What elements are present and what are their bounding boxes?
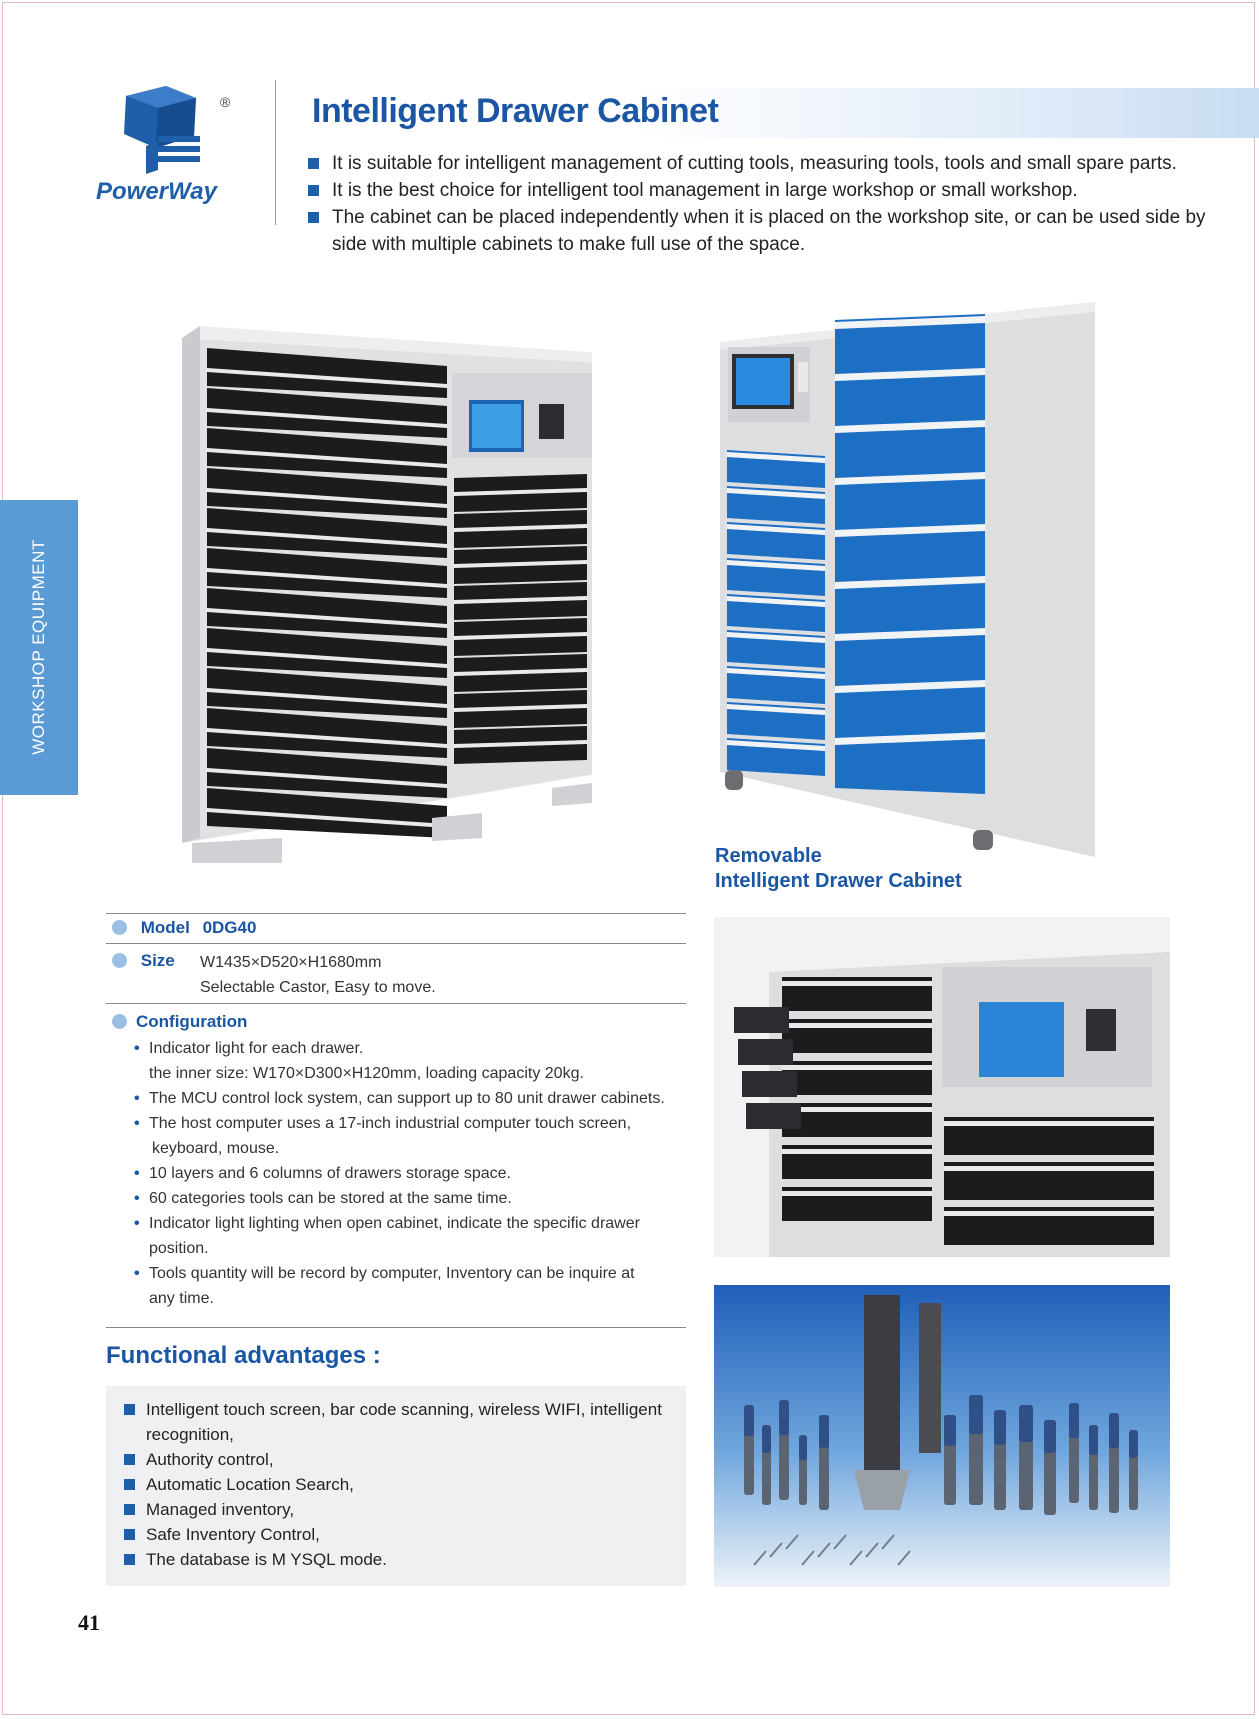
- drawer-handle: [782, 1149, 932, 1154]
- tool-shank: [919, 1303, 941, 1453]
- config-item: • Tools quantity will be record by computer, Inventory can be inquire at: [134, 1261, 694, 1286]
- drawer-open: [734, 1007, 789, 1033]
- spec-divider: [106, 1327, 686, 1328]
- tool-flute: [1129, 1430, 1138, 1458]
- drawer-open: [742, 1071, 797, 1097]
- config-item: • Indicator light lighting when open cabinet, indicate the specific drawer: [134, 1211, 694, 1236]
- drawer-handle: [944, 1166, 1154, 1171]
- config-item: • The host computer uses a 17-inch industrial computer touch screen,: [134, 1111, 694, 1136]
- tool-flute: [1069, 1403, 1079, 1438]
- bullet-dot-icon: [112, 920, 127, 935]
- drawer-open: [746, 1103, 801, 1129]
- tool-flute: [799, 1435, 807, 1460]
- tool-flute: [779, 1400, 789, 1435]
- configuration-label: Configuration: [136, 1012, 248, 1031]
- spec-divider: [106, 943, 686, 944]
- brand-name: PowerWay: [96, 178, 217, 205]
- size-line: Selectable Castor, Easy to move.: [200, 979, 436, 996]
- size-label: Size: [140, 951, 175, 970]
- registered-mark: ®: [220, 94, 231, 110]
- spec-divider: [106, 1003, 686, 1004]
- functional-title: Functional advantages :: [106, 1342, 381, 1369]
- drawer-handle: [782, 1107, 932, 1112]
- config-item: any time.: [149, 1290, 214, 1307]
- section-side-tab: [0, 500, 78, 795]
- page-number: 41: [78, 1610, 100, 1635]
- functional-item: The database is M YSQL mode.: [124, 1547, 684, 1572]
- config-item: the inner size: W170×D300×H120mm, loading capacity 20kg.: [149, 1065, 584, 1082]
- tool-flute: [994, 1410, 1006, 1445]
- cabinet-open-photo: [714, 917, 1170, 1257]
- tool-flute: [762, 1425, 771, 1453]
- drawer-handle: [944, 1211, 1154, 1216]
- tool-shank: [864, 1295, 900, 1475]
- functional-item: Safe Inventory Control,: [124, 1522, 684, 1547]
- config-item: • 60 categories tools can be stored at the same time.: [134, 1186, 694, 1211]
- functional-item: Automatic Location Search,: [124, 1472, 684, 1497]
- size-row: [112, 951, 175, 971]
- model-row: [112, 918, 256, 938]
- intro-item: The cabinet can be placed independently when it is placed on the workshop site, or can be used side by side with multiple cabinets to make full use of the space.: [308, 204, 1208, 258]
- functional-item: Intelligent touch screen, bar code scanning, wireless WIFI, intelligent recognition,: [124, 1397, 684, 1447]
- configuration-list: [134, 1036, 694, 1311]
- configuration-heading: [112, 1012, 247, 1032]
- tool-flute: [1109, 1413, 1119, 1448]
- tool-flute: [744, 1405, 754, 1436]
- drawer-handle: [782, 1023, 932, 1028]
- caption-line: Removable: [715, 845, 822, 867]
- cabinet-blue-illustration: [715, 302, 1095, 857]
- model-label: Model: [140, 918, 190, 937]
- cabinet-black-illustration: [182, 318, 592, 863]
- drawer-handle: [944, 1121, 1154, 1126]
- tool-flute: [944, 1415, 956, 1446]
- intro-item: It is the best choice for intelligent tool management in large workshop or small workshop.: [308, 177, 1208, 204]
- spec-divider: [106, 913, 686, 914]
- config-item: • 10 layers and 6 columns of drawers storage space.: [134, 1161, 694, 1186]
- logo-divider: [275, 80, 276, 225]
- bullet-dot-icon: [112, 953, 127, 968]
- brand-logo: [96, 86, 266, 216]
- functional-item: Authority control,: [124, 1447, 684, 1472]
- cutting-tools-photo: [714, 1285, 1170, 1587]
- bullet-dot-icon: [112, 1014, 127, 1029]
- tool-flute: [1089, 1425, 1098, 1455]
- functional-list: [124, 1397, 684, 1572]
- tool-flute: [1019, 1405, 1033, 1442]
- tool-flute: [969, 1395, 983, 1434]
- size-values: [200, 950, 436, 1000]
- intro-list: [308, 150, 1208, 258]
- drawer-handle: [782, 981, 932, 986]
- config-item: • Indicator light for each drawer.: [134, 1036, 694, 1061]
- page-title: Intelligent Drawer Cabinet: [312, 92, 719, 130]
- caption-line: Intelligent Drawer Cabinet: [715, 870, 962, 892]
- config-item: keyboard, mouse.: [152, 1140, 280, 1157]
- drawer-open: [738, 1039, 793, 1065]
- functional-item: Managed inventory,: [124, 1497, 684, 1522]
- tool-flute: [819, 1415, 829, 1448]
- cube-logo-icon: [96, 86, 226, 178]
- config-item: position.: [149, 1240, 209, 1257]
- intro-item: It is suitable for intelligent management of cutting tools, measuring tools, tools and small spare parts.: [308, 150, 1208, 177]
- size-line: W1435×D520×H1680mm: [200, 954, 382, 971]
- model-value: 0DG40: [202, 918, 257, 937]
- side-tab-label: WORKSHOP EQUIPMENT: [29, 539, 48, 755]
- tool-flute: [1044, 1420, 1056, 1453]
- config-item: • The MCU control lock system, can support up to 80 unit drawer cabinets.: [134, 1086, 694, 1111]
- cabinet-caption: [715, 844, 962, 894]
- drawer-handle: [782, 1065, 932, 1070]
- drawer-handle: [782, 1191, 932, 1196]
